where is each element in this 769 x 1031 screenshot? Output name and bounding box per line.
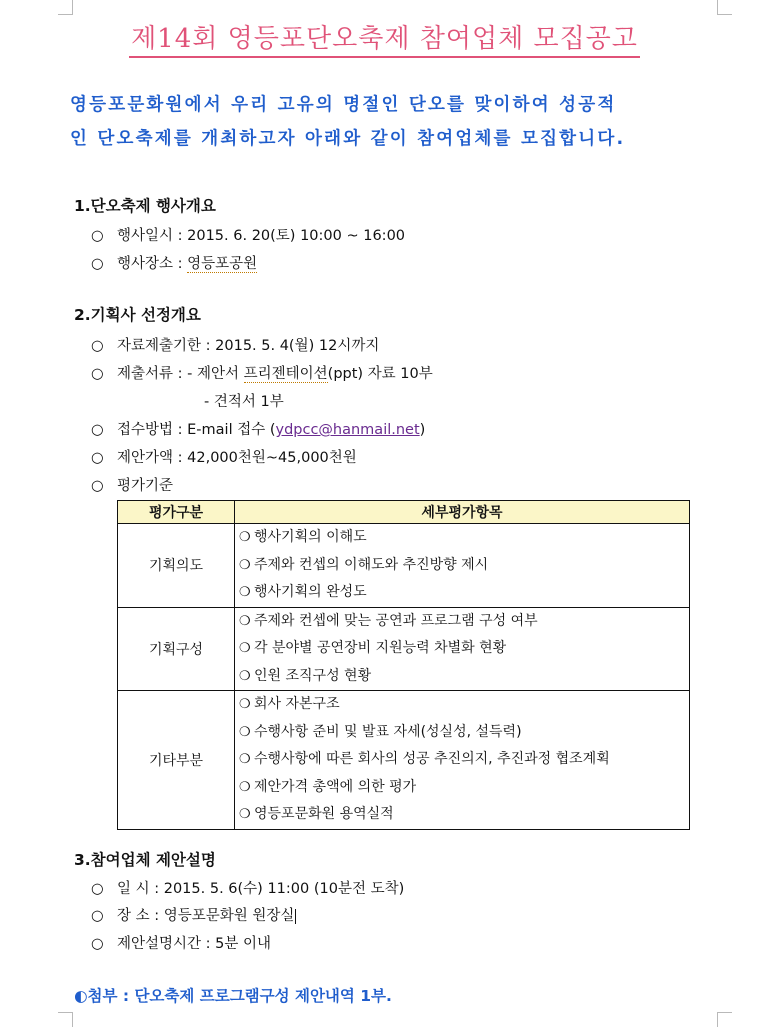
- list-item: [239, 524, 685, 552]
- documents-rest: (ppt) 자료 10부: [327, 366, 433, 382]
- event-date-line: [91, 224, 405, 245]
- circle-bullet-icon: ○: [91, 366, 104, 382]
- list-item: [239, 608, 685, 636]
- event-venue-line: [91, 252, 257, 273]
- list-item-text: 제안가격 총액에 의한 평가: [254, 778, 417, 795]
- crop-mark-top-left: [58, 0, 73, 15]
- intro-paragraph: [70, 88, 720, 156]
- list-item: [239, 691, 685, 719]
- circle-bullet-icon: ○: [91, 478, 104, 494]
- list-item: [239, 746, 685, 774]
- list-item-text: 회사 자본구조: [254, 696, 340, 712]
- attachment-note: ◐첨부 : 단오축제 프로그램구성 제안내역 1부.: [74, 987, 392, 1005]
- list-item-text: 각 분야별 공연장비 지원능력 차별화 현황: [254, 640, 507, 656]
- crop-mark-top-right: [717, 0, 732, 15]
- list-item-text: 행사기획의 완성도: [254, 584, 367, 600]
- deadline-line: [91, 334, 379, 355]
- square-bullet-icon: ❍: [239, 668, 251, 684]
- event-venue-label: 행사장소 :: [117, 256, 188, 272]
- category-cell: 기획의도: [118, 524, 235, 608]
- page-title: [0, 18, 769, 55]
- crop-mark-bottom-left: [58, 1012, 73, 1027]
- list-item-text: 수행사항에 따른 회사의 성공 추진의지, 추진과정 협조계획: [254, 751, 610, 767]
- list-item-text: 주제와 컨셉의 이해도와 추진방향 제시: [254, 556, 489, 573]
- square-bullet-icon: ❍: [239, 807, 251, 822]
- documents-ppt: 프리젠테이션: [243, 366, 328, 382]
- deadline-text: 자료제출기한 : 2015. 5. 4(월) 12시까지: [117, 338, 380, 354]
- presentation-date-line: [91, 877, 404, 898]
- list-item-text: 주제와 컨셉에 맞는 공연과 프로그램 구성 여부: [254, 612, 538, 629]
- category-cell: 기타부분: [118, 691, 235, 830]
- list-item: [239, 552, 685, 580]
- square-bullet-icon: ❍: [239, 557, 251, 573]
- text-cursor: [295, 909, 296, 924]
- crop-mark-bottom-right: [717, 1012, 732, 1027]
- circle-bullet-icon: ○: [91, 936, 104, 952]
- event-venue-value: 영등포공원: [187, 256, 258, 272]
- documents-line-2: - 견적서 1부: [204, 394, 284, 410]
- square-bullet-icon: ❍: [239, 697, 251, 712]
- section2-heading: 2.기획사 선정개요: [74, 306, 201, 324]
- list-item-text: 행사기획의 이해도: [254, 529, 367, 545]
- section3-heading: 3.참여업체 제안설명: [74, 851, 216, 869]
- circle-bullet-icon: ○: [91, 338, 104, 354]
- criteria-label-line: [91, 474, 173, 495]
- documents-label: 제출서류 : - 제안서: [117, 366, 244, 382]
- list-item: [239, 579, 685, 607]
- event-date-text: 행사일시 : 2015. 6. 20(토) 10:00 ~ 16:00: [117, 228, 406, 244]
- presentation-duration-text: 제안설명시간 : 5분 이내: [117, 936, 272, 952]
- list-item: [239, 801, 685, 829]
- square-bullet-icon: ❍: [239, 779, 251, 795]
- table-header-row: [118, 501, 690, 524]
- circle-bullet-icon: ○: [91, 450, 104, 466]
- list-item: [239, 719, 685, 747]
- presentation-date-text: 일 시 : 2015. 5. 6(수) 11:00 (10분전 도착): [117, 881, 405, 897]
- list-item-text: 수행사항 준비 및 발표 자세(성실성, 설득력): [254, 723, 522, 740]
- list-item: [239, 635, 685, 663]
- circle-bullet-icon: ○: [91, 422, 104, 438]
- list-item: [239, 774, 685, 802]
- table-row: [118, 691, 690, 830]
- presentation-place-text: 장 소 : 영등포문화원 원장실: [117, 908, 295, 924]
- price-text: 제안가액 : 42,000천원~45,000천원: [117, 450, 357, 466]
- items-cell: [235, 607, 690, 691]
- table-row: [118, 524, 690, 608]
- square-bullet-icon: ❍: [239, 641, 251, 656]
- circle-bullet-icon: ○: [91, 228, 104, 244]
- criteria-table: [117, 500, 690, 830]
- circle-bullet-icon: ○: [91, 881, 104, 897]
- category-cell: 기획구성: [118, 607, 235, 691]
- receipt-line: [91, 418, 425, 439]
- documents-line: [91, 362, 433, 383]
- items-cell: [235, 691, 690, 830]
- section1-heading: 1.단오축제 행사개요: [74, 197, 216, 215]
- table-header-items: 세부평가항목: [235, 501, 690, 524]
- square-bullet-icon: ❍: [239, 585, 251, 600]
- square-bullet-icon: ❍: [239, 724, 251, 740]
- page-title-text: 제14회 영등포단오축제 참여업체 모집공고: [129, 24, 640, 58]
- table-header-category: 평가구분: [118, 501, 235, 524]
- receipt-close: ): [419, 422, 426, 438]
- square-bullet-icon: ❍: [239, 752, 251, 767]
- criteria-label: 평가기준: [117, 478, 174, 494]
- email-link[interactable]: ydpcc@hanmail.net: [275, 422, 420, 438]
- circle-bullet-icon: ○: [91, 908, 104, 924]
- square-bullet-icon: ❍: [239, 613, 251, 629]
- intro-line-2: 인 단오축제를 개최하고자 아래와 같이 참여업체를 모집합니다.: [70, 129, 626, 149]
- presentation-duration-line: [91, 932, 271, 953]
- intro-line-1: 영등포문화원에서 우리 고유의 명절인 단오를 맞이하여 성공적: [70, 95, 617, 115]
- items-cell: [235, 524, 690, 608]
- list-item-text: 영등포문화원 용역실적: [254, 806, 394, 822]
- list-item-text: 인원 조직구성 현황: [254, 667, 372, 684]
- circle-bullet-icon: ○: [91, 256, 104, 272]
- table-row: [118, 607, 690, 691]
- price-line: [91, 446, 357, 467]
- presentation-place-line: [91, 904, 296, 925]
- list-item: [239, 663, 685, 691]
- receipt-label: 접수방법 : E-mail 접수 (: [117, 422, 276, 438]
- square-bullet-icon: ❍: [239, 530, 251, 545]
